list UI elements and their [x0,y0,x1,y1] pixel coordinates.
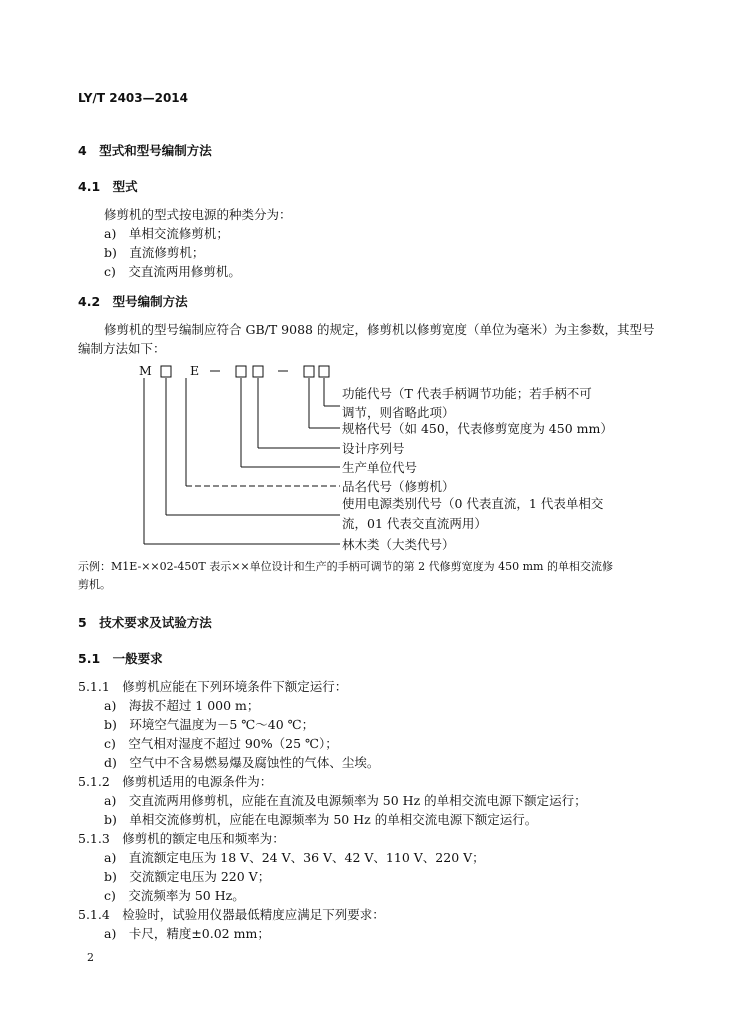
code-box-power [161,366,171,377]
example-text-cont: 剪机。 [78,578,111,591]
code-letter-m: M [139,363,152,378]
list-item: a) 交直流两用修剪机，应能在直流及电源频率为 50 Hz 的单相交流电源下额定运行； [104,793,587,808]
section-4-heading: 4 型式和型号编制方法 [78,143,212,158]
list-item: a) 卡尺，精度±0.02 mm； [104,926,270,941]
list-item: b) 环境空气温度为－5 ℃～40 ℃； [104,717,315,732]
clause-5-1-4: 5.1.4 检验时，试验用仪器最低精度应满足下列要求： [78,907,385,922]
list-item: c) 交流频率为 50 Hz。 [104,888,245,903]
label-maker: 生产单位代号 [342,460,418,475]
section-5-heading: 5 技术要求及试验方法 [78,615,212,630]
list-item: a) 单相交流修剪机； [104,226,229,241]
standard-code: LY/T 2403—2014 [78,91,189,105]
list-item: b) 直流修剪机； [104,245,205,260]
label-product: 品名代号（修剪机） [342,479,455,494]
list-item: d) 空气中不含易燃易爆及腐蚀性的气体、尘埃。 [104,755,380,770]
code-letter-e: E [190,363,200,378]
clause-5-1-1: 5.1.1 修剪机应能在下列环境条件下额定运行： [78,679,348,694]
paragraph: 修剪机的型号编制应符合 GB/T 9088 的规定，修剪机以修剪宽度（单位为毫米）为主参数，其型号 [104,322,655,337]
code-box-maker [236,366,246,377]
paragraph: 编制方法如下： [78,341,166,356]
clause-5-1-2: 5.1.2 修剪机适用的电源条件为： [78,774,273,789]
paragraph: 修剪机的型式按电源的种类分为： [104,207,292,222]
label-spec: 规格代号（如 450，代表修剪宽度为 450 mm） [342,421,613,436]
list-item: c) 空气相对湿度不超过 90%（25 ℃）； [104,736,338,751]
list-item: b) 单相交流修剪机，应能在电源频率为 50 Hz 的单相交流电源下额定运行。 [104,812,538,827]
label-function: 功能代号（T 代表手柄调节功能；若手柄不可 [342,386,592,401]
list-item: a) 海拔不超过 1 000 m； [104,698,260,713]
list-item: c) 交直流两用修剪机。 [104,264,241,279]
section-5-1-heading: 5.1 一般要求 [78,651,163,666]
label-category: 林木类（大类代号） [342,537,455,552]
clause-5-1-3: 5.1.3 修剪机的额定电压和频率为： [78,831,285,846]
section-4-1-heading: 4.1 型式 [78,179,138,194]
list-item: b) 交流额定电压为 220 V； [104,869,271,884]
list-item: a) 直流额定电压为 18 V、24 V、36 V、42 V、110 V、220 V； [104,850,485,865]
label-power-cont: 流，01 代表交直流两用） [342,516,487,531]
code-box-spec [304,366,314,377]
label-power: 使用电源类别代号（0 代表直流，1 代表单相交 [342,496,604,511]
code-box-design [253,366,263,377]
example-text: 示例：M1E-××02-450T 表示××单位设计和生产的手柄可调节的第 2 代修剪宽度为 450 mm 的单相交流修 [78,560,613,573]
label-design: 设计序列号 [342,441,405,456]
label-function-cont: 调节，则省略此项） [342,405,455,420]
section-4-2-heading: 4.2 型号编制方法 [78,294,188,309]
code-box-function [319,366,329,377]
page-number: 2 [87,951,94,964]
